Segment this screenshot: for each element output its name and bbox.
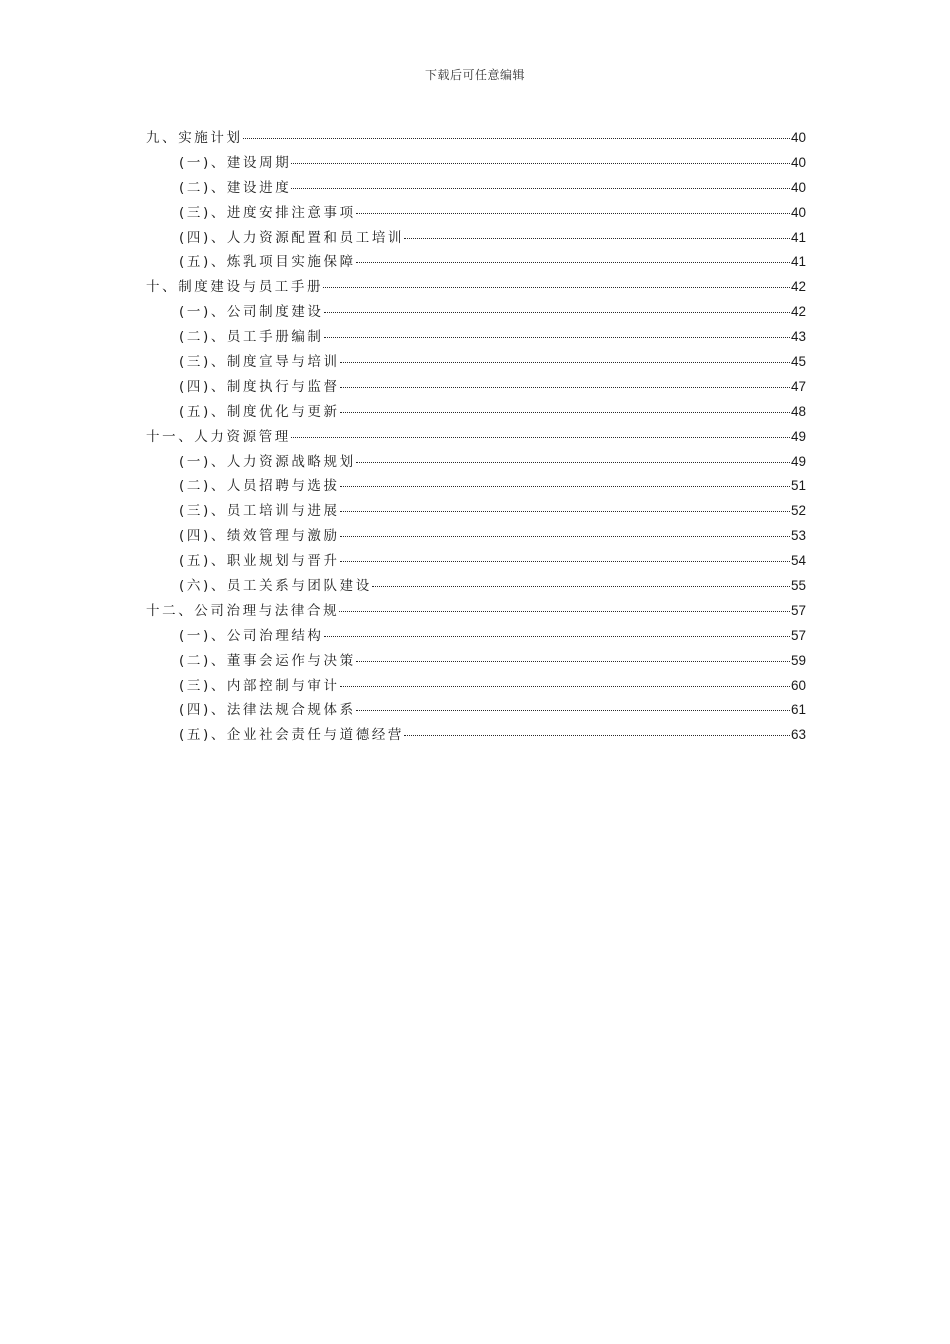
dot-leader <box>291 188 790 189</box>
header-note: 下载后可任意编辑 <box>424 68 525 82</box>
toc-entry-label: (一)、公司治理结构 <box>179 627 324 644</box>
toc-entry-page: 47 <box>790 378 806 394</box>
toc-entry-page: 61 <box>790 702 806 718</box>
toc-entry[interactable] <box>146 524 806 549</box>
toc-entry[interactable] <box>146 499 806 524</box>
toc-entry-label: (一)、建设周期 <box>179 154 292 171</box>
toc-entry[interactable] <box>146 126 806 151</box>
dot-leader <box>340 412 790 413</box>
toc-entry[interactable] <box>146 350 806 375</box>
toc-entry-page: 57 <box>790 602 806 618</box>
toc-entry-label: (五)、企业社会责任与道德经营 <box>179 727 405 744</box>
toc-entry-page: 41 <box>790 254 806 270</box>
toc-entry-label: (五)、制度优化与更新 <box>179 403 340 420</box>
toc-entry-page: 63 <box>790 727 806 743</box>
toc-entry-page: 59 <box>790 652 806 668</box>
dot-leader <box>291 437 790 438</box>
toc-entry[interactable] <box>146 375 806 400</box>
dot-leader <box>404 238 790 239</box>
toc-entry[interactable] <box>146 599 806 624</box>
toc-entry[interactable] <box>146 275 806 300</box>
toc-entry[interactable] <box>146 474 806 499</box>
dot-leader <box>356 213 790 214</box>
dot-leader <box>372 586 790 587</box>
table-of-contents <box>146 126 806 748</box>
toc-entry-page: 53 <box>790 528 806 544</box>
toc-entry-page: 51 <box>790 478 806 494</box>
toc-entry-page: 54 <box>790 553 806 569</box>
dot-leader <box>340 686 790 687</box>
toc-entry[interactable] <box>146 450 806 475</box>
toc-entry-label: (二)、员工手册编制 <box>179 329 324 346</box>
toc-entry[interactable] <box>146 151 806 176</box>
dot-leader <box>339 611 790 612</box>
dot-leader <box>356 710 790 711</box>
toc-entry-page: 45 <box>790 354 806 370</box>
toc-entry-label: 九、实施计划 <box>146 130 243 146</box>
toc-entry-label: (三)、员工培训与进展 <box>179 503 340 520</box>
dot-leader <box>340 486 790 487</box>
toc-entry-page: 41 <box>790 229 806 245</box>
dot-leader <box>291 163 790 164</box>
toc-entry-page: 48 <box>790 403 806 419</box>
toc-entry-page: 40 <box>790 130 806 145</box>
toc-entry-page: 52 <box>790 503 806 519</box>
dot-leader <box>323 287 790 288</box>
toc-entry-page: 42 <box>790 279 806 295</box>
toc-entry-label: (二)、董事会运作与决策 <box>179 652 356 669</box>
toc-entry-label: (四)、法律法规合规体系 <box>179 702 356 719</box>
toc-entry-label: (五)、炼乳项目实施保障 <box>179 254 356 271</box>
dot-leader <box>340 536 790 537</box>
toc-entry[interactable] <box>146 723 806 748</box>
toc-entry[interactable] <box>146 574 806 599</box>
toc-entry[interactable] <box>146 624 806 649</box>
dot-leader <box>356 661 790 662</box>
toc-entry-page: 40 <box>790 179 806 195</box>
toc-entry[interactable] <box>146 674 806 699</box>
toc-entry-page: 40 <box>790 204 806 220</box>
toc-entry-label: (三)、制度宣导与培训 <box>179 354 340 371</box>
dot-leader <box>324 312 790 313</box>
toc-entry[interactable] <box>146 201 806 226</box>
dot-leader <box>356 262 790 263</box>
toc-entry-label: (三)、进度安排注意事项 <box>179 204 356 221</box>
dot-leader <box>340 561 790 562</box>
toc-entry-label: (二)、人员招聘与选拔 <box>179 478 340 495</box>
toc-entry-label: (三)、内部控制与审计 <box>179 677 340 694</box>
toc-entry-page: 60 <box>790 677 806 693</box>
toc-entry-label: 十二、公司治理与法律合规 <box>146 602 340 619</box>
dot-leader <box>340 387 790 388</box>
toc-entry-label: (一)、人力资源战略规划 <box>179 453 356 470</box>
toc-entry-page: 55 <box>790 578 806 594</box>
toc-entry-label: (一)、公司制度建设 <box>179 304 324 321</box>
toc-entry-label: (四)、人力资源配置和员工培训 <box>179 229 405 246</box>
toc-entry[interactable] <box>146 325 806 350</box>
dot-leader <box>324 337 790 338</box>
dot-leader <box>404 735 790 736</box>
toc-entry-page: 57 <box>790 627 806 643</box>
toc-entry-page: 42 <box>790 304 806 320</box>
toc-entry[interactable] <box>146 425 806 450</box>
toc-entry-label: (六)、员工关系与团队建设 <box>179 578 372 595</box>
toc-entry-page: 40 <box>790 154 806 170</box>
dot-leader <box>340 362 790 363</box>
toc-entry-label: (二)、建设进度 <box>179 179 292 196</box>
dot-leader <box>340 511 790 512</box>
dot-leader <box>243 138 790 139</box>
toc-entry[interactable] <box>146 649 806 674</box>
toc-entry[interactable] <box>146 400 806 425</box>
dot-leader <box>324 636 790 637</box>
toc-entry[interactable] <box>146 176 806 201</box>
toc-entry[interactable] <box>146 698 806 723</box>
toc-entry-page: 49 <box>790 453 806 469</box>
toc-entry[interactable] <box>146 300 806 325</box>
toc-entry[interactable] <box>146 250 806 275</box>
toc-entry-label: (四)、绩效管理与激励 <box>179 528 340 545</box>
toc-entry[interactable] <box>146 549 806 574</box>
toc-entry-label: (五)、职业规划与晋升 <box>179 553 340 570</box>
toc-entry[interactable] <box>146 226 806 251</box>
toc-entry-label: (四)、制度执行与监督 <box>179 378 340 395</box>
toc-entry-label: 十一、人力资源管理 <box>146 428 291 445</box>
toc-entry-page: 49 <box>790 428 806 444</box>
dot-leader <box>356 462 790 463</box>
toc-entry-label: 十、制度建设与员工手册 <box>146 279 324 296</box>
toc-entry-page: 43 <box>790 329 806 345</box>
